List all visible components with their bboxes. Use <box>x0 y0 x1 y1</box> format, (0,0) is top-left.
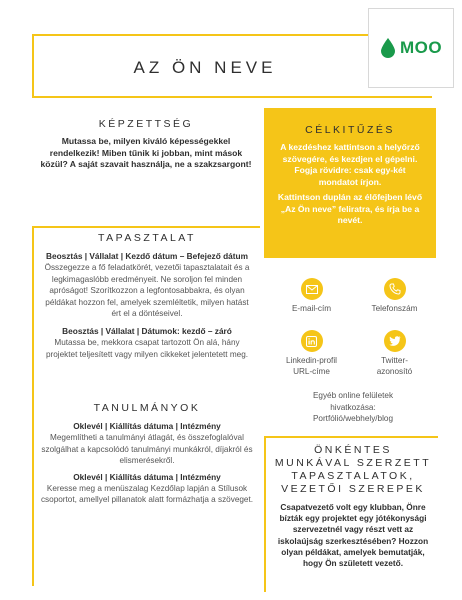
contact-phone[interactable] <box>353 278 436 315</box>
skills-text[interactable]: Mutassa be, milyen kiváló képességekkel rendelkezik! Miben tűnik ki jobban, mint mások közül? A saját szavait használja, ne a szakzsargont! <box>40 136 252 169</box>
objective-box <box>264 108 436 258</box>
volunteer-title-line-4: VEZETŐI SZEREPEK <box>281 483 425 495</box>
job-2-description[interactable]: Mutassa be, mekkora csapat tartozott Ön alá, hány projektet teljesített vagy milyen cikkeket jelentetett meg. <box>45 337 249 359</box>
linkedin-label-2: URL-címe <box>293 366 330 376</box>
objective-text-2[interactable]: Kattintson duplán az élőfejben lévő „Az Ön neve” feliratra, és írja be a nevét. <box>277 192 423 225</box>
contact-section <box>270 278 436 390</box>
skills-title: KÉPZETTSÉG <box>98 118 194 130</box>
experience-section <box>40 232 254 360</box>
online-label-2: hivatkozása: <box>330 402 376 412</box>
edu-2-description[interactable]: Keresse meg a menüszalag Kezdőlap lapján a Stílusok csoportot, amellyel pillanatok alatt formázhatja a szöveget. <box>40 483 254 505</box>
online-label-1: Egyéb online felületek <box>312 391 394 400</box>
resume-name[interactable]: AZ ÖN NEVE <box>133 58 277 77</box>
education-title: TANULMÁNYOK <box>93 402 201 414</box>
edu-1-heading[interactable]: Oklevél | Kiállítás dátuma | Intézmény <box>73 421 221 431</box>
envelope-icon <box>301 278 323 300</box>
volunteer-title <box>272 444 434 496</box>
contact-twitter[interactable] <box>353 330 436 377</box>
job-1-description[interactable]: Összegezze a fő feladatkörét, vezetői tapasztalatait és a legkimagaslóbb eredményeit. Ne soroljon fel minden apróságot! Szorítkozzon a legfontosabbakra, és olyan példákat hozzon fel, amelyek szemléltetik, milyen hatást ért el a döntéseivel. <box>44 263 250 319</box>
edu-2-heading[interactable]: Oklevél | Kiállítás dátuma | Intézmény <box>73 471 221 482</box>
job-1-heading[interactable]: Beosztás | Vállalat | Kezdő dátum – Befejező dátum <box>46 251 248 261</box>
twitter-label-2: azonosító <box>376 366 413 376</box>
objective-title: CÉLKITŰZÉS <box>305 124 395 136</box>
phone-label: Telefonszám <box>371 304 418 313</box>
phone-icon <box>384 278 406 300</box>
volunteer-section <box>272 444 434 569</box>
drop-icon <box>380 38 396 58</box>
skills-section <box>36 118 256 171</box>
contact-linkedin[interactable] <box>270 330 353 377</box>
logo-text: MOO <box>399 38 443 57</box>
objective-text-1[interactable]: A kezdéshez kattintson a helyőrző szövegére, és kezdjen el gépelni. Fogja rövidre: csak egy-két mondatot írjon. <box>280 142 420 187</box>
edu-1-description[interactable]: Megemlítheti a tanulmányi átlagát, és összefoglalóval szolgálhat a kapcsolódó tanulmányi munkákról, díjakról és elismerésekről. <box>41 433 253 466</box>
volunteer-title-line-2: MUNKÁVAL SZERZETT <box>274 457 432 469</box>
online-label-3: Portfólió/webhely/blog <box>312 414 394 424</box>
volunteer-text[interactable]: Csapatvezető volt egy klubban, Önre bízták egy projektet egy jótékonysági szervezetnél vagy részt vett az iskolaújság szerkesztésében? Hozzon olyan példákat, amelyek bemutatják, hogy Ön született vezető. <box>277 502 429 569</box>
volunteer-title-line-3: TAPASZTALATOK, <box>291 470 415 482</box>
email-label: E-mail-cím <box>291 304 332 313</box>
twitter-bird-icon <box>384 330 406 352</box>
linkedin-label-1: Linkedin-profil <box>286 356 337 365</box>
contact-email[interactable] <box>270 278 353 315</box>
volunteer-title-line-1: ÖNKÉNTES <box>314 444 392 456</box>
twitter-label-1: Twitter- <box>381 356 408 365</box>
experience-title: TAPASZTALAT <box>98 232 196 244</box>
education-section <box>40 402 254 506</box>
linkedin-icon <box>301 330 323 352</box>
online-profiles[interactable] <box>272 390 434 425</box>
job-2-heading[interactable]: Beosztás | Vállalat | Dátumok: kezdő – záró <box>62 325 232 336</box>
moo-logo <box>368 8 454 88</box>
